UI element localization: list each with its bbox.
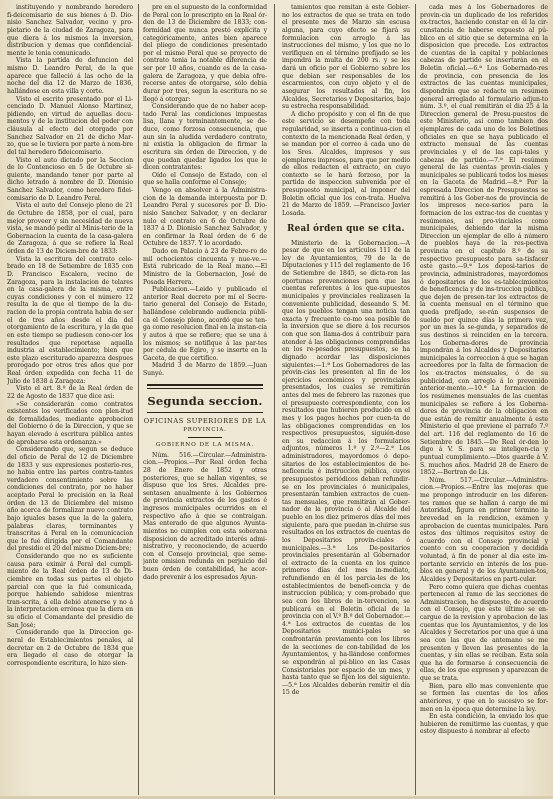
paragraph: Vista la escritura del contrato cele-brado en 18 de Setiembre de 1835 con D. Francisco Escalera, vecino de Zaragoza, para la instalacion de telares en la casa-galera de la misma, entre cuyas condiciones y con el número 12 resulta la de que el tiempo de la du-racion de la propia contrata habia de ser el de tres años desde el dia del otorgamiento de la escritura, y la de que en este tiempo se pudiesen cono-cer los resultados que reportase aquella industria al establecimiento; bien que este plazo escriturado aparezca despues prorogado por otros tres años que por Real órden expedida con fecha 11 de Julio de 1838 á Zaragoza: [7,255,133,385]
section-title: Segunda seccion. [147,393,263,408]
column-1 [7,4,133,795]
paragraph: «Se considerarán como contratos existentes los verificados con plen-itud de formalidades, mediante aprobacion del Gobierno ó de la Direccion, y que se hayan elevado á escritura pública antes de aprobarse esta ordenanza.» [7,400,133,446]
paragraph: Vista la partida de defuncion del mismo D. Leandro Peral, de la que aparece que falleció á las ocho de la noche del dia 12 de Marzo de 1836, hallándose en esta villa y corte. [7,57,133,95]
paragraph: tamientos que remitan á este Gobier-no los extractos de que se trata en todo el presente mes de Marzo sin escusa alguna, para cuyo efecto se fijará su formulacion con arreglo á las instrucciones del mismo, y los que no lo verifiquen en el término prefijado se les impondrá la multa de 200 rs. y se les dará un oficio por el Gobierno sobre los que debian ser responsables de los escarmientos, con cuyo objeto y el de asegurar los resultados al fin, los Alcaldes, Secretarios y Depositarios, bajo su estrecha responsabilidad. [282,4,410,111]
paragraph: Vista el auto del Consejo pleno de 21 de Octubre de 1858, por el cual, para mejor proveer y sin necesidad de nueva vista, se mandó pedir al Minis-terio de la Gobernacion la cuenta de la casa-galera de Zaragoza, á que se refiere la Real órden de 13 de Diciem-bre de 1833: [7,202,133,255]
column-3 [282,4,410,795]
paragraph: Considerando que, segun se deduce del oficio de Peral de 12 de Diciembre de 1833 y sus expresiones posterio-res, no habia entre las partes contra-tantes verdadero consentimiento sobre las condiciones del contrato, por no haber aceptado Peral le precisión en la Real órden de 13 de Diciembre del mismo año acerca de formalizar nuevo contrato bajo iguales bases que la de la galera, palabras claras, terminantes y transcritas á Peral en la comunicacion que le fué dirigida por el Comandante del presidio el 20 del mismo Diciem-bre; [7,446,133,553]
paragraph: Núm. 516.—Circular.—Administra-cion.—Propios.—Por Real órden fecha 28 de Enero de 1852 y otras posteriores, que se hallan vigentes, se dispuso que los Sres. Alcaldes pre-sentasen anualmente á los Gobiernos de provincia extractos de los gastos é ingresos municipales ocurridos en el respectivo año á que se contraigan. Mas enterado de que algunos Ayunta-mientos no cumplen con esta soberana disposicion de acreditado interés admi-nistrativo, y reconociendo, de acuerdo con el Consejo provincial, que seme-jante omision redunda en perjuicio del buen órden de contabilidad, he acor-dado prevenir á los espresados Ayun- [143,451,267,581]
article-heading: Real órden que se cita. [287,223,405,234]
paragraph: Considerando que la Direccion ge-neral de Establecimientos penales, al decretar en 2 de Octubre de 1834 que era llegado el caso de otorgar la correspondiente escritura, lo hizo sien- [7,629,133,667]
paragraph: A dicho propósito y con el fin de que este servicio se desempeñe con toda regularidad, se inserta a continua-cion el contexto de la mencionada Real órden, y se mandan por el correo á cada uno de los Sres. Alcaldes, impresos y sus ejemplares impresos, para que por medio de ellos redacten el extracto, en cuyo contexto se le hará forzoso, por la partida de inspeccion subvenida por el presupuesto municipal, al imponer del Boletin oficial que los con-trata. Huelva 21 de Marzo de 1859. —Francisco Javier Losada. [282,110,410,217]
paragraph: cada mes á los Gobernadores de provin-cia un duplicado de los referidos ex-tractos, haciendo constar en él la cir-cunstancia de haberse expuesto al pú-blico en el sitio que se determina en la disposicion que precede. Los extractos de cuentas de la capital y poblaciones cabezas de partido se insertarán en el Boletin oficial.—6.ª Los Gobernado-res de provincia, con presencia de los extractos de las cuentas municipales, dispondrán que se redacte un resúmen general arreglado al formulario adjun-to núm. 3.º, el cual remitirán el dia 25 á la Direccion general de Presu-puestos de este Ministerio, así como tambien dos ejemplares de cada uno de los Boletines oficiales en que se haya publicado el extracto mensual de las cuentas provinciales y el de las capi-tales y cabezas de partido.—7.ª El resúmen general de las cuentas provin-ciales y municipales se publicará todos los meses en la Gaceta de Madrid.—8.ª Por la espresada Direccion de Presupuestos se remitirá á los Gober-nos de provincia de los impresos nece-sarios para la formacion de los extrac-tos de cuentas y resúmenes, así pro-vinciales como municipales, debiendo dar la misma Direccion un ejemplar de ello á número de pueblos haya de la res-pectiva provincia en el capítulo 8.º de su respectivo presupuesto para sa-tisfacer este gasto.—9.ª Los deposi-tarios de provincia, administradores, mayordomos ó depositarios de los es-tablecimientos de beneficencia y de ins-truccion pública, que dejen de presen-tar los extractos de la cuenta mensual en el término que queda prefijado, se-rán suspensos de sueldo por quince días la primera vez, por un mes la se-gunda, y separados de sus destinos si reinciden en la tercera. Los Goberna-dores de provincia impondrán á los Alcaldes y Depositarios municipales la correccion á que se hagan acreedores por la falta de formacion de los ex-tractos mensuales, ó de su publicidad, con arreglo á lo prevenido anterior-mente.—10.ª La formacion de los resúmenes mensuales de las cuentas municipales se refiere á los Goberna-dores de provincia de la obligacion en que están de remitir anualmente á este Ministerio el que previene el párrafo 7.º del art. 116 del reglamento de 16 de Setiembre de 1845.—De Real ór-den lo digo á V. S. para su inteligen-cia y puntual cumplimiento.—Dios guarde á V. S. muchos años. Madrid 28 de Enero de 1852.—Bertran de Lis. [420,4,548,477]
section-subtitle: OFICINAS SUPERIORES DE LA [143,416,267,425]
column-divider [274,4,275,795]
column-4 [420,4,548,795]
signature-line: Madrid 3 de Marzo de 1859.—Juan Sunyé. [143,362,267,377]
section-gov: GOBIERNO DE LA MISMA. [155,441,255,448]
paragraph: Publicacion.—Leido y publicado el anterior Real decreto por mí el Secre-tario general del Consejo de Estado, hallándose celebrando audiencia públi-ca el Consejo pleno, acordó que se ten-ga como resolucion final en la instan-cia y autos á que se refiere; que se una á los mismos; se notifique á las par-tes por cédula de Egiro, y se inserte en la Gaceta, de que certifico. [143,286,267,362]
paragraph: instituyendo y nombrando heredero fi-deicomisario de sus bienes á D. Dio-nisio Sanchez Salvador, vecino y pro-pietario de la ciudad de Zaragoza, para que diera á los mismos la inversion, distribucion y demas que confidencial-mente le tenia comunicado. [7,4,133,57]
paragraph: Dado en Palacio á 23 de Febre-ro de mil ochocientos cincuenta y nue-ve.—Está rubricado de la Real mano.—El Ministro de la Gobernacion, José de Posada Herrera. [143,248,267,286]
paragraph: Visto el escrito presentado por el Li-cenciado D. Manuel Alonso Martinez, pidiendo, en virtud de aquellas docu-mentos y de la institucion del poder con cláusula al efecto del otorgado por Sanchez Salvador en 21 de dicho Mar-zo, que se le tuviera por parte á nom-bre del tal heredero fideicomisario. [7,95,133,156]
section-rule-top-thin [147,388,263,389]
paragraph: Vengo en absolver á la Administra-cion de la demanda interpuesta por D. Leandro Peral y sucesores por D. Dio-nisio Sanchez Salvador, y en declarar nulo el contrato en 6 de Octubre de 1837 á D. Dionisio Sanchez Salvador, y en confirmar la Real órden de 6 de Octubre de 1837. Y lo acordado. [143,187,267,248]
section-rule-top [147,384,263,386]
column-divider [415,4,416,795]
paragraph: Ministerio de la Gobernacion.—A pesar de que en los artículos 111 de la ley de Ayuntamientos, 79 de la de Diputaciones y 115 del reglamento de 16 de Setiembre de 1845, se dicta-ron las oportunas prevenciones para que las cuentas referentes á los que-supuestos municipales y provinciales realizasen la conveniente publicidad, deseando S. M. que los pueblos tengan una noticia tan exacta y frecuente co-mo sea posible de la inversion que se diere á los recursos con que son llama-dos á contribuir para atender á las obligaciones comprendidas en los re-pesados presupuestos, se ha dignado acordar las disposiciones siguientes:—1.ª Los Gobernadores de las provin-cias les presenten al fin de los ejercicios económicos y provinciales presentados, los cuales se remitirán antes del mes de febrero las razones que el presupuesto correspondiente, con los resultados que hubieren producido en el mes y los pagos hechos por cuen-ta de las obligaciones comprendidas en los respectivos presupuestos, siguién-dose en su redaccion á los formularios adjuntos, números 1.º y 2.º—2.ª Los administradores, mayordomos ó depo-sitarios de los establecimientos de be-neficencia é instruccion pública, cuyos presupuestos periódicos deban refundir-se en los provinciales ó municipales, presentarán tambien extractos de cuen-tas mensuales, que remitirán al Gober-nador de la provincia ó al Alcalde del pueblo en los diez primeros días del mes siguiente, para que puedan in-cluirse sus resultados en los extractos de cuentas de los Depositarios provin-ciales ó municipales.—3.ª Los De-positarios provinciales presentarán al Gobernador el extracto de la cuenta en los quince primeros días del mes in-mediato, refundiendo en él los parcia-les de los establecimientos de benefi-cencia y de instruccion pública; y com-probado que sea con los libros de in-tervencion, se publicará en el Boletin oficial de la provincia con el V.º B.º del Gobernador.—4.ª Los extractos de cuentas de los Depositarios munici-pales se confrontarán previamente con los libros de la secciones de con-tabilidad de los Ayuntamientos, y ha-llándose conformes se expondrán al pú-blico en las Casas Consistoriales por espacio de un mes, y hasta tanto que se fijen los del siguiente.—5.ª Los Alcaldes deberán remitir el día 15 de [282,239,410,697]
paragraph: Considerando que de no haber acep-tado Peral las condiciones impuestas lisa, llana y terminantemente, se de-duce, como forzosa consecuencia, que aun sin la aludida verdadero contrato, ni existia la obligacion de firmar la escritura sin órden de Direccion, y de que puedan quedar ligados los que le dicen contratantes: [143,103,267,172]
short-rule [188,437,222,438]
paragraph: Visto el art. 8.º de la Real órden de 22 de Agosto de 1837 que dice asi: [7,385,133,400]
paragraph: Considerando que no es suficiente causa para eximir á Peral del cumpli-miento de la Real órden de 13 de Di-ciembre en todas sus partes el objeto parcial con que la fué comunicada, porque habiendo sabidose mientras tran-scrita, á ella debió atenerse y no á la interpretacion errónea que la diera en su oficio el Comandante del presidio de San José; [7,553,133,629]
column-2 [143,4,267,795]
paragraph: Núm. 517.—Circular.—Administra-cion.—Propios.—Entre las mejoras que me propongo introducir en los diferen-tes ramos que se hallan á cargo de mi Autoridad, figura en primer término la brevedad en la rendicion, exámen y aprobacion de cuentas municipales. Para estos dos últimos requisitos estoy de acuerdo con el Consejo provincial y cuento con su cooperacion y decidida voluntad, á fin de poner al dia este im-portante servicio en interés de los pue-blos en general y de los Ayuntamien-tos, Alcaldes y Depositarios en parti-cular. [420,476,548,583]
section-rule-bottom [147,412,263,413]
section-province: PROVINCIA. [183,426,227,433]
paragraph: Pero como quiera que dichas cuentas pertenecen al ramo de las secciones de Administracion, he dispuesto, de acuerdo con el Consejo, que este último se en-cargue de la revision y aprobacion de las cuentas que los Ayuntamientos, y de los Alcaldes y Secretarios por una que á una sea con las que de antemano se me presenten y lleven las presentes de la cuentas, y sin ellas se reciban. Esta sola que ha de formarse á consecuencia de ellas, de los que expresen y aparezcan de que se trata. [420,583,548,682]
section-header [143,384,267,450]
column-divider [138,4,139,795]
paragraph: Visto el auto dictado por la Seccion de lo Contencioso en 5 de Octubre si-guiente, mandando tener por parte al dicho letrado á nombre de D. Dionisio Sanchez Salvador, como heredero fidei-comisario de D. Leandro Peral. [7,156,133,202]
paragraph: pre en el supuesto de la conformidad de Peral con lo prescripto en la Real ór-den de 13 de Diciembre de 1833; con-formidad que nunca prestó explícita y categóricamente, antes bien aparece del pliego de condiciones presentado por el mismo Peral que se proyecto de contrato tenia la notable diferencia de ser por 10 años, cuando es de la casa-galera de Zaragoza, y que debia ofre-recerse antes de otorgarse, sólo debia durar por tres, segun la escritura no se llegó á otorgar: [143,4,267,103]
paragraph: Bien, para ello mas conveniente que se formen las cuentas de los años anteriores, y que en lo sucesivo se for-men en la época que determine la ley. [420,682,548,713]
paragraph: En esta condición, la enviado los que hubieren de remitirme las cuentas, y que estoy dispuesto á nombrar al efecto [420,713,548,736]
paragraph: Oído el Consejo de Estado, con el que se halla conforme el Consejo; [143,171,267,187]
